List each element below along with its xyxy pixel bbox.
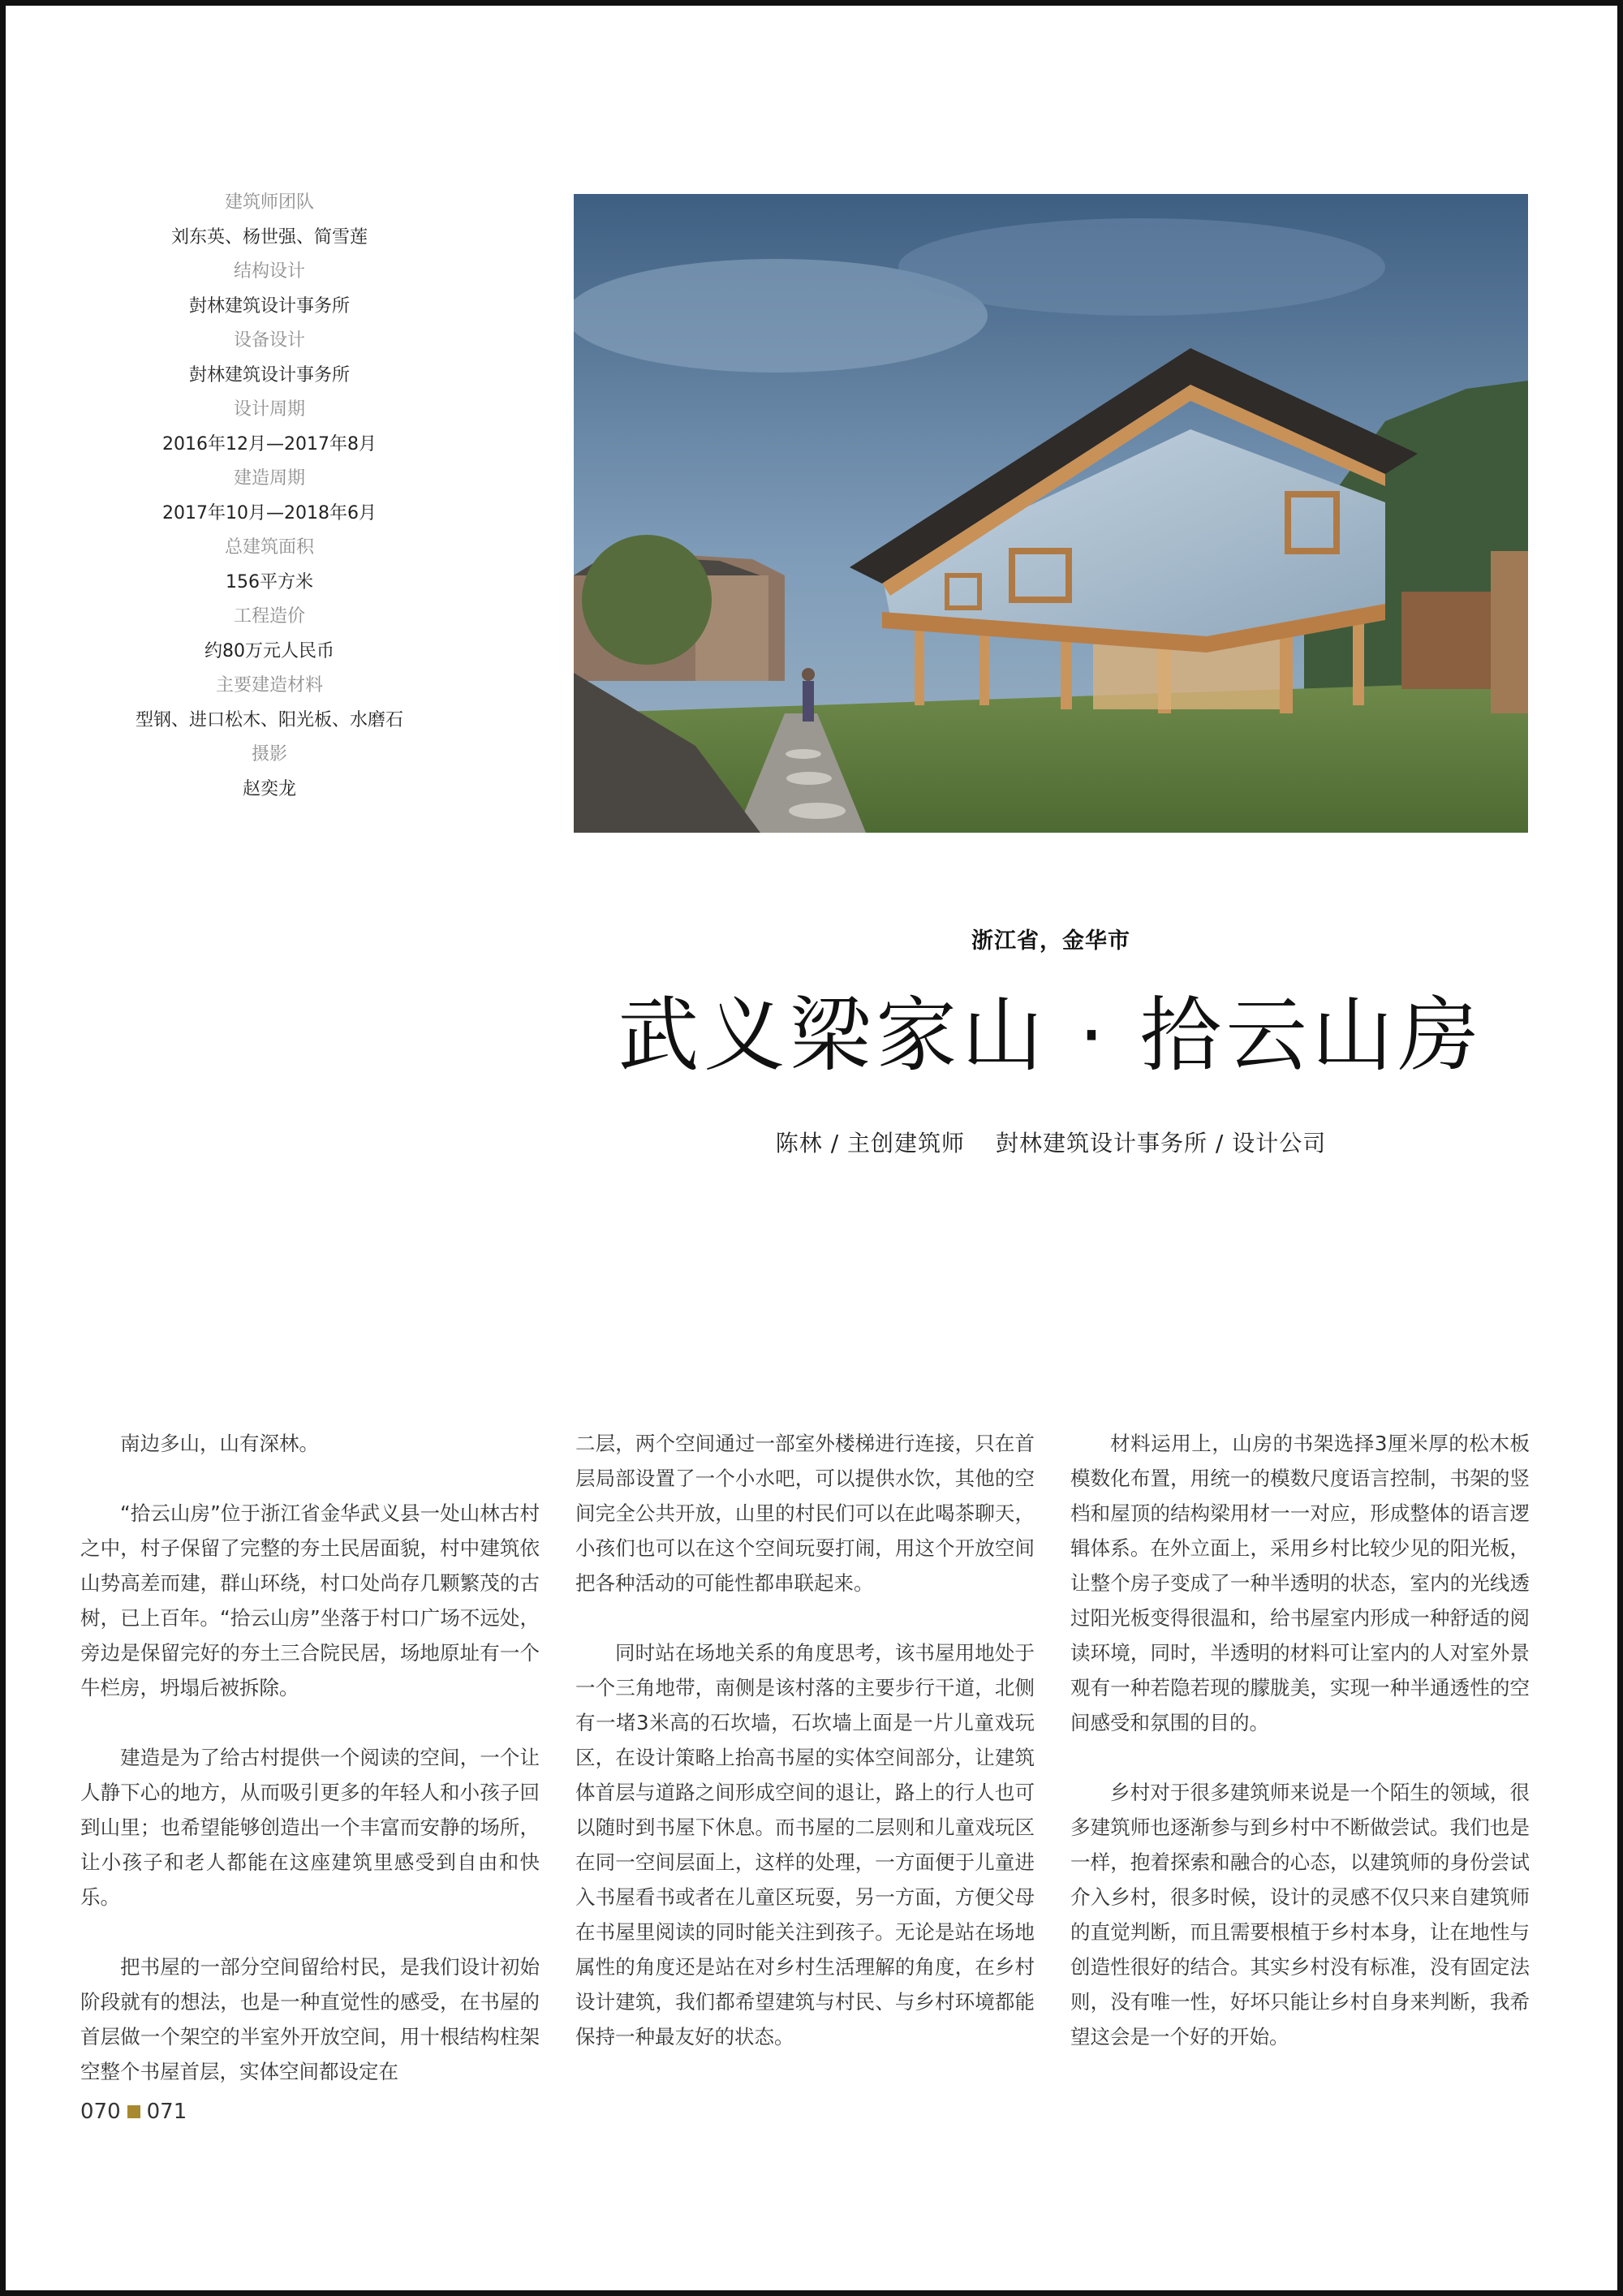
credit-value: 型钢、进口松木、阳光板、水磨石 bbox=[135, 709, 403, 730]
location-label: 浙江省，金华市 bbox=[971, 928, 1130, 954]
credit-value: 156平方米 bbox=[226, 571, 313, 592]
text-column-1 bbox=[80, 1426, 540, 2124]
paragraph: 乡村对于很多建筑师来说是一个陌生的领域，很多建筑师也逐渐参与到乡村中不断做尝试。我们也是一样，抱着探索和融合的心态，以建筑师的身份尝试介入乡村，很多时候，设计的灵感不仅只来自建筑师的直觉判断，而且需要根植于乡村本身，让在地性与创造性很好的结合。其实乡村没有标准，没有固定法则，没有唯一性，好坏只能让乡村自身来判断，我希望这会是一个好的开始。 bbox=[1070, 1781, 1530, 2048]
project-credits bbox=[103, 186, 436, 807]
article-header bbox=[574, 923, 1528, 1084]
credit-value: 2017年10月—2018年6月 bbox=[162, 502, 377, 523]
building-photo-illustration bbox=[574, 194, 1528, 833]
credit-label: 工程造价 bbox=[233, 606, 305, 627]
credit-value: 刘东英、杨世强、简雪莲 bbox=[170, 226, 368, 248]
credit-label: 建造周期 bbox=[233, 468, 305, 489]
page-separator-square bbox=[127, 2105, 140, 2118]
article-body bbox=[80, 1426, 1530, 2124]
page-number-left: 070 bbox=[80, 2100, 121, 2124]
credit-value: 尌林建筑设计事务所 bbox=[188, 364, 350, 386]
credit-value: 尌林建筑设计事务所 bbox=[188, 295, 350, 317]
page-number-right: 071 bbox=[146, 2100, 187, 2124]
paragraph: 同时站在场地关系的角度思考，该书屋用地处于一个三角地带，南侧是该村落的主要步行干道，北侧有一堵3米高的石坎墙，石坎墙上面是一片儿童戏玩区，在设计策略上抬高书屋的实体空间部分，让建筑体首层与道路之间形成空间的退让，路上的行人也可以随时到书屋下休息。而书屋的二层则和儿童戏玩区在同一空间层面上，这样的处理，一方面便于儿童进入书屋看书或者在儿童区玩耍，另一方面，方便父母在书屋里阅读的同时能关注到孩子。无论是站在场地属性的角度还是站在对乡村生活理解的角度，在乡村设计建筑，我们都希望建筑与村民、与乡村环境都能保持一种最友好的状态。 bbox=[575, 1641, 1035, 2048]
credit-value: 赵奕龙 bbox=[242, 778, 296, 799]
byline-architect: 陈林 / 主创建筑师 bbox=[775, 1130, 966, 1157]
paragraph: “拾云山房”位于浙江省金华武义县一处山林古村之中，村子保留了完整的夯土民居面貌，村中建筑依山势高差而建，群山环绕，村口处尚存几颗繁茂的古树，已上百年。“拾云山房”坐落于村口广场不远处，旁边是保留完好的夯土三合院民居，场地原址有一个牛栏房，坍塌后被拆除。 bbox=[80, 1501, 540, 1699]
page-numbers bbox=[80, 2100, 187, 2124]
paragraph: 把书屋的一部分空间留给村民，是我们设计初始阶段就有的想法，也是一种直觉性的感受，在书屋的首层做一个架空的半室外开放空间，用十根结构柱架空整个书屋首层，实体空间都设定在 bbox=[80, 1955, 540, 2083]
credit-label: 设备设计 bbox=[233, 330, 305, 351]
credit-value: 约80万元人民币 bbox=[204, 640, 334, 661]
credit-label: 设计周期 bbox=[233, 399, 305, 420]
byline-firm: 尌林建筑设计事务所 / 设计公司 bbox=[995, 1130, 1327, 1157]
paragraph: 材料运用上，山房的书架选择3厘米厚的松木板模数化布置，用统一的模数尺度语言控制，书架的竖档和屋顶的结构梁用材一一对应，形成整体的语言逻辑体系。在外立面上，采用乡村比较少见的阳光板，让整个房子变成了一种半透明的状态，室内的光线透过阳光板变得很温和，给书屋室内形成一种舒适的阅读环境，同时，半透明的材料可让室内的人对室外景观有一种若隐若现的朦胧美，实现一种半通透性的空间感受和氛围的目的。 bbox=[1070, 1432, 1530, 1734]
credit-value: 2016年12月—2017年8月 bbox=[162, 433, 377, 454]
article-title: 武义梁家山 · 拾云山房 bbox=[618, 988, 1484, 1083]
credit-label: 总建筑面积 bbox=[224, 537, 314, 558]
hero-photo bbox=[574, 194, 1528, 833]
text-column-3 bbox=[1070, 1426, 1530, 2124]
paragraph: 建造是为了给古村提供一个阅读的空间，一个让人静下心的地方，从而吸引更多的年轻人和小孩子回到山里；也希望能够创造出一个丰富而安静的场所，让小孩子和老人都能在这座建筑里感受到自由和快乐。 bbox=[80, 1746, 540, 1909]
credit-label: 结构设计 bbox=[233, 261, 305, 282]
paragraph: 二层，两个空间通过一部室外楼梯进行连接，只在首层局部设置了一个小水吧，可以提供水饮，其他的空间完全公共开放，山里的村民们可以在此喝茶聊天，小孩们也可以在这个空间玩耍打闹，用这个开放空间把各种活动的可能性都串联起来。 bbox=[575, 1432, 1035, 1595]
paragraph: 南边多山，山有深林。 bbox=[120, 1432, 319, 1455]
text-column-2 bbox=[575, 1426, 1035, 2124]
credit-label: 摄影 bbox=[251, 744, 287, 765]
credit-label: 主要建造材料 bbox=[215, 675, 323, 696]
credit-label: 建筑师团队 bbox=[224, 192, 314, 213]
byline bbox=[574, 1126, 1528, 1158]
